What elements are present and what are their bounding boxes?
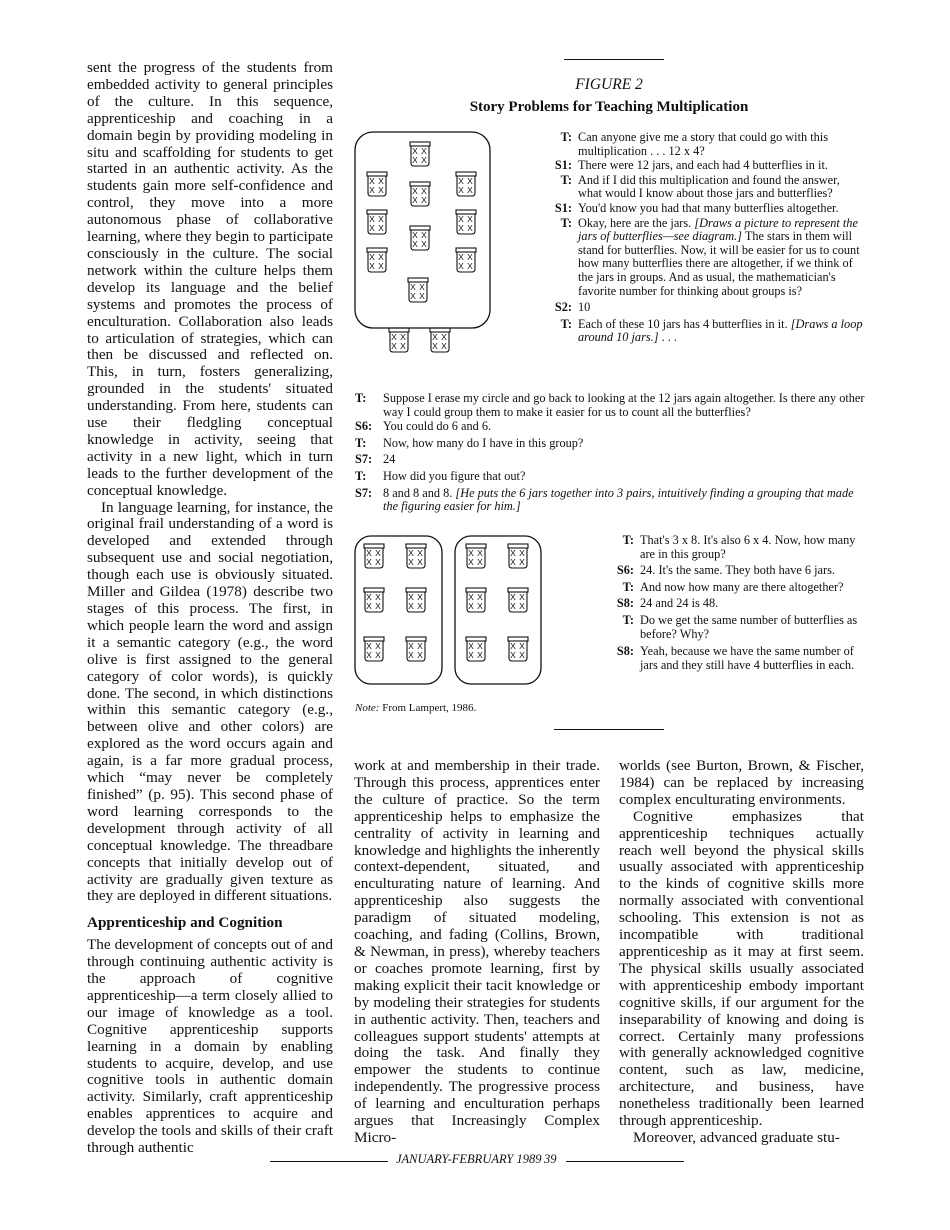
utterance [377, 487, 865, 514]
butterfly-mark: X [410, 291, 416, 301]
butterfly-mark: X [510, 650, 516, 660]
speaker: T: [355, 391, 367, 405]
stage-direction: [Draws a picture to represent the jars of butterflies—see diagram.] [578, 215, 858, 244]
butterfly-mark: X [375, 592, 381, 602]
butterfly-mark: X [378, 176, 384, 186]
left-column [87, 60, 333, 1157]
dialogue-3-line [602, 581, 866, 595]
dialogue-2 [355, 392, 865, 515]
footer-rule-right [566, 1161, 684, 1162]
butterfly-mark: X [441, 341, 447, 351]
jar-icon [367, 248, 387, 272]
butterfly-mark: X [458, 252, 464, 262]
butterfly-mark: X [375, 650, 381, 660]
utterance [572, 318, 866, 345]
butterfly-mark: X [408, 548, 414, 558]
dialogue-3-line [602, 534, 866, 561]
jar-icon [508, 637, 528, 661]
butterfly-mark: X [369, 223, 375, 233]
right-paragraph-3: Moreover, advanced graduate stu- [633, 1128, 840, 1146]
stage-direction: [He puts the 6 jars together into 3 pairs, intuitively finding a grouping that made the figuring easier for him.] [383, 485, 854, 514]
butterfly-mark: X [366, 650, 372, 660]
butterfly-mark: X [408, 650, 414, 660]
speaker: S8: [616, 596, 634, 611]
butterfly-mark: X [369, 185, 375, 195]
speaker: T: [622, 533, 634, 547]
dialogue-1-line [540, 174, 866, 201]
dialogue-1 [540, 131, 866, 346]
butterfly-mark: X [366, 592, 372, 602]
utterance: 24. It's the same. They both have 6 jars. [640, 563, 835, 578]
jar-icon [389, 328, 409, 352]
footer [270, 1152, 690, 1172]
jar-icon [408, 278, 428, 302]
utterance: 10 [578, 300, 591, 315]
utterance-text: Each of these 10 jars has 4 butterflies in it. [578, 316, 788, 331]
right-paragraph-1: worlds (see Burton, Brown, & Fischer, 1984) can be replaced by increasing complex enculturating environments. [619, 757, 864, 808]
butterfly-mark: X [467, 261, 473, 271]
jar-icon [406, 544, 426, 568]
note-text: From Lampert, 1986. [382, 702, 477, 714]
note-label: Note: [355, 702, 380, 714]
butterfly-mark: X [510, 548, 516, 558]
butterfly-mark: X [369, 176, 375, 186]
speaker: T: [560, 215, 572, 230]
dialogue-3-line [602, 597, 866, 611]
butterfly-mark: X [366, 641, 372, 651]
speaker: S7: [355, 485, 373, 500]
butterfly-mark: X [519, 641, 525, 651]
jar-icon [466, 637, 486, 661]
butterfly-mark: X [467, 214, 473, 224]
butterfly-mark: X [410, 282, 416, 292]
stage-direction: [Draws a loop around 10 jars.] [578, 316, 863, 345]
butterfly-mark: X [468, 548, 474, 558]
butterfly-mark: X [458, 223, 464, 233]
left-paragraph-3: The development of concepts out of and through continuing authentic activity is the approach of cognitive apprenticeship—a term closely allied to our image of knowledge as a tool. Cognitive apprenticeship supports learning in a domain by enabling students to acquire, develop, and use cognitive tools in authentic domain activity. Similarly, craft apprenticeship enables apprentices to acquire and develop the tools and skills of their craft through authentic [87, 936, 333, 1157]
utterance: You could do 6 and 6. [383, 419, 492, 434]
jar-icon [410, 182, 430, 206]
utterance: That's 3 x 8. It's also 6 x 4. Now, how many are in this group? [640, 533, 856, 561]
butterfly-mark: X [458, 214, 464, 224]
figure-bottom-rule [554, 729, 664, 730]
butterfly-mark: X [366, 601, 372, 611]
utterance-text: Okay, here are the jars. [578, 215, 692, 230]
utterance: Do we get the same number of butterflies as before? Why? [640, 612, 858, 641]
butterfly-mark: X [421, 195, 427, 205]
section-heading: Apprenticeship and Cognition [87, 914, 283, 932]
dialogue-1-line [540, 131, 866, 158]
butterfly-mark: X [375, 557, 381, 567]
butterfly-mark: X [408, 557, 414, 567]
utterance: You'd know you had that many butterflies altogether. [578, 200, 839, 215]
dialogue-2-line [355, 392, 865, 419]
butterfly-mark: X [468, 650, 474, 660]
utterance: 24 [383, 452, 396, 467]
jar-icon [367, 172, 387, 196]
speaker: S1: [554, 200, 572, 215]
butterfly-mark: X [408, 641, 414, 651]
speaker: S8: [616, 644, 634, 659]
butterfly-mark: X [441, 332, 447, 342]
butterfly-mark: X [458, 185, 464, 195]
butterfly-mark: X [519, 650, 525, 660]
butterfly-mark: X [391, 332, 397, 342]
jar-icon [406, 637, 426, 661]
butterfly-mark: X [419, 291, 425, 301]
utterance-text: The stars in them will stand for butterflies. Now, it will be easier for us to count how many butterflies there are altogether, if we think of the jars in groups. And as usual, the mathematician's favorite number for thinking about groups is? [578, 229, 860, 298]
jars-diagram-two-groups [352, 533, 544, 693]
butterfly-mark: X [421, 230, 427, 240]
dialogue-2-line [355, 487, 865, 514]
butterfly-mark: X [369, 261, 375, 271]
jar-icon [364, 588, 384, 612]
dialogue-3-line [602, 564, 866, 578]
jar-icon [508, 544, 528, 568]
butterfly-mark: X [467, 252, 473, 262]
utterance: Suppose I erase my circle and go back to looking at the 12 jars again altogether. Is there any other way I could group them to make it easier for us to count all the butterflies? [383, 391, 865, 419]
butterfly-mark: X [477, 650, 483, 660]
middle-column [354, 758, 600, 1147]
speaker: S1: [554, 158, 572, 173]
butterfly-mark: X [391, 341, 397, 351]
butterfly-mark: X [378, 185, 384, 195]
jar-icon [367, 210, 387, 234]
middle-paragraph: work at and membership in their trade. Through this process, apprentices enter the culture of practice. So the term apprenticeship helps to emphasize the centrality of activity in learning and knowledge and highlights the inherently context-dependent, situated, and enculturating nature of learning. And apprenticeship also suggests the paradigm of situated modeling, coaching, and fading (Collins, Brown, & Newman, in press), whereby teachers or coaches promote learning, first by making explicit their tacit knowledge or by modeling their strategies for students in authentic activity. Then, teachers and colleagues support students' attempts at doing the task. And finally they empower the students to continue independently. The progressive process of learning and enculturation perhaps argues that Increasingly Complex Micro- [354, 757, 600, 1146]
speaker: S6: [616, 563, 634, 578]
butterfly-mark: X [477, 592, 483, 602]
butterfly-mark: X [477, 641, 483, 651]
left-paragraph-1: sent the progress of the students from embedded activity to general principles of the culture. In this sequence, apprenticeship and coaching in a domain begin by providing modeling in situ and scaffolding for students to get started in an authentic activity. As the students gain more self-confidence and control, they move into a more autonomous phase of collaborative learning, where they begin to participate consciously in the culture. The social network within the culture helps them develop its language and the belief systems and promotes the process of enculturation. Collaboration also leads to articulation of strategies, which can then be discussed and reflected on. This, in turn, fosters generalizing, grounded in the students' situated understanding. From here, students can use their fledgling conceptual knowledge in activity, seeing that activity in a new light, which in turn leads to the further development of the conceptual knowledge. [87, 59, 333, 499]
utterance [572, 217, 866, 299]
butterfly-mark: X [369, 214, 375, 224]
footer-page-number: 39 [544, 1152, 557, 1166]
left-paragraph-2: In language learning, for instance, the original frail understanding of a word is developed and extended through subsequent use and social negotiation, though each use is obviously situated. Miller and Gildea (1978) describe two stages of this process. The first, in which people learn the word and assign it a semantic category (e.g., the word olive is first assigned to the general category of color words), is quickly done. The second, in which distinctions within this semantic category (e.g., between olive and other colors) are explored as the word occurs again and again, is a far more gradual process, which “may never be completely finished” (p. 95). This second phase of word learning corresponds to the development through activity of all conceptual knowledge. The threadbare concepts that initially develop out of activity are gradually given texture as they are deployed in different situations. [87, 498, 333, 905]
butterfly-mark: X [468, 557, 474, 567]
butterfly-mark: X [378, 223, 384, 233]
butterfly-mark: X [412, 186, 418, 196]
utterance-text: . . . [661, 330, 677, 345]
dialogue-3 [602, 534, 866, 673]
speaker: S7: [355, 452, 373, 467]
jar-icon [466, 588, 486, 612]
utterance: How did you figure that out? [383, 468, 526, 483]
butterfly-mark: X [477, 557, 483, 567]
utterance: Now, how many do I have in this group? [383, 435, 584, 450]
butterfly-mark: X [375, 601, 381, 611]
speaker: T: [560, 130, 572, 144]
jar-icon [430, 328, 450, 352]
utterance: Can anyone give me a story that could go with this multiplication . . . 12 x 4? [578, 130, 828, 158]
jar-icon [364, 544, 384, 568]
butterfly-mark: X [412, 146, 418, 156]
right-paragraph-2: Cognitive emphasizes that apprenticeship techniques actually reach well beyond the physical skills usually associated with apprenticeship to the kinds of cognitive skills more normally associated with conventional schooling. This extension is not as incompatible with traditional apprenticeship as it may at first seem. The physical skills usually associated with apprenticeship embody important cognitive skills, if our argument for the inseparability of knowing and doing is correct. Certainly many professions with generally acknowledged cognitive content, such as law, medicine, architecture, and business, have nonetheless traditionally been learned through apprenticeship. [619, 807, 864, 1130]
dialogue-2-line [355, 453, 865, 467]
utterance: And if I did this multiplication and found the answer, what would I know about those jars and butterflies? [578, 172, 840, 201]
speaker: S2: [554, 300, 572, 315]
butterfly-mark: X [510, 592, 516, 602]
jar-icon [508, 588, 528, 612]
butterfly-mark: X [417, 650, 423, 660]
utterance: Yeah, because we have the same number of jars and they still have 4 butterflies in each. [640, 644, 855, 672]
butterfly-mark: X [417, 641, 423, 651]
speaker: T: [622, 612, 634, 627]
dialogue-2-line [355, 437, 865, 451]
butterfly-mark: X [419, 282, 425, 292]
footer-rule-left [270, 1161, 388, 1162]
butterfly-mark: X [510, 641, 516, 651]
butterfly-mark: X [412, 155, 418, 165]
butterfly-mark: X [519, 592, 525, 602]
butterfly-mark: X [369, 252, 375, 262]
butterfly-mark: X [477, 548, 483, 558]
jar-icon [466, 544, 486, 568]
figure-label: FIGURE 2 [575, 76, 643, 93]
butterfly-mark: X [421, 146, 427, 156]
butterfly-mark: X [400, 341, 406, 351]
speaker: T: [355, 468, 367, 483]
jar-icon [410, 226, 430, 250]
speaker: T: [560, 316, 572, 331]
butterfly-mark: X [510, 601, 516, 611]
butterfly-mark: X [519, 601, 525, 611]
dialogue-3-line [602, 614, 866, 641]
butterfly-mark: X [468, 601, 474, 611]
footer-issue: JANUARY-FEBRUARY 1989 [396, 1152, 542, 1166]
dialogue-1-line [540, 217, 866, 299]
butterfly-mark: X [378, 261, 384, 271]
dialogue-1-line [540, 159, 866, 173]
jar-icon [364, 637, 384, 661]
butterfly-mark: X [477, 601, 483, 611]
butterfly-mark: X [400, 332, 406, 342]
dialogue-1-line [540, 318, 866, 345]
butterfly-mark: X [421, 239, 427, 249]
butterfly-mark: X [366, 557, 372, 567]
dialogue-2-line [355, 420, 865, 434]
dialogue-2-line [355, 470, 865, 484]
butterfly-mark: X [519, 548, 525, 558]
butterfly-mark: X [468, 592, 474, 602]
butterfly-mark: X [458, 176, 464, 186]
right-column [619, 758, 864, 1147]
utterance: And now how many are there altogether? [640, 579, 844, 594]
butterfly-mark: X [467, 223, 473, 233]
butterfly-mark: X [375, 548, 381, 558]
butterfly-mark: X [417, 548, 423, 558]
butterfly-mark: X [375, 641, 381, 651]
dialogue-1-line [540, 301, 866, 315]
jar-icon [456, 172, 476, 196]
butterfly-mark: X [421, 186, 427, 196]
dialogue-3-line [602, 645, 866, 672]
butterfly-mark: X [417, 557, 423, 567]
jar-icon [406, 588, 426, 612]
butterfly-mark: X [510, 557, 516, 567]
butterfly-mark: X [378, 252, 384, 262]
butterfly-mark: X [432, 332, 438, 342]
jar-icon [456, 210, 476, 234]
utterance: 24 and 24 is 48. [640, 596, 719, 611]
speaker: T: [355, 435, 367, 450]
dialogue-1-line [540, 202, 866, 216]
butterfly-mark: X [468, 641, 474, 651]
utterance: There were 12 jars, and each had 4 butterflies in it. [578, 158, 828, 173]
figure-note [355, 702, 476, 714]
butterfly-mark: X [432, 341, 438, 351]
jars-diagram-loop [352, 130, 494, 362]
butterfly-mark: X [417, 592, 423, 602]
butterfly-mark: X [458, 261, 464, 271]
butterfly-mark: X [412, 239, 418, 249]
butterfly-mark: X [412, 195, 418, 205]
speaker: T: [622, 579, 634, 594]
figure-top-rule [564, 59, 664, 60]
utterance-text: 8 and 8 and 8. [383, 485, 453, 500]
jar-icon [410, 142, 430, 166]
butterfly-mark: X [366, 548, 372, 558]
butterfly-mark: X [378, 214, 384, 224]
speaker: S6: [355, 419, 373, 434]
jar-icon [456, 248, 476, 272]
butterfly-mark: X [421, 155, 427, 165]
butterfly-mark: X [467, 185, 473, 195]
butterfly-mark: X [408, 601, 414, 611]
butterfly-mark: X [467, 176, 473, 186]
figure-title: Story Problems for Teaching Multiplication [469, 99, 749, 115]
butterfly-mark: X [408, 592, 414, 602]
butterfly-mark: X [417, 601, 423, 611]
butterfly-mark: X [519, 557, 525, 567]
butterfly-mark: X [412, 230, 418, 240]
speaker: T: [560, 172, 572, 187]
